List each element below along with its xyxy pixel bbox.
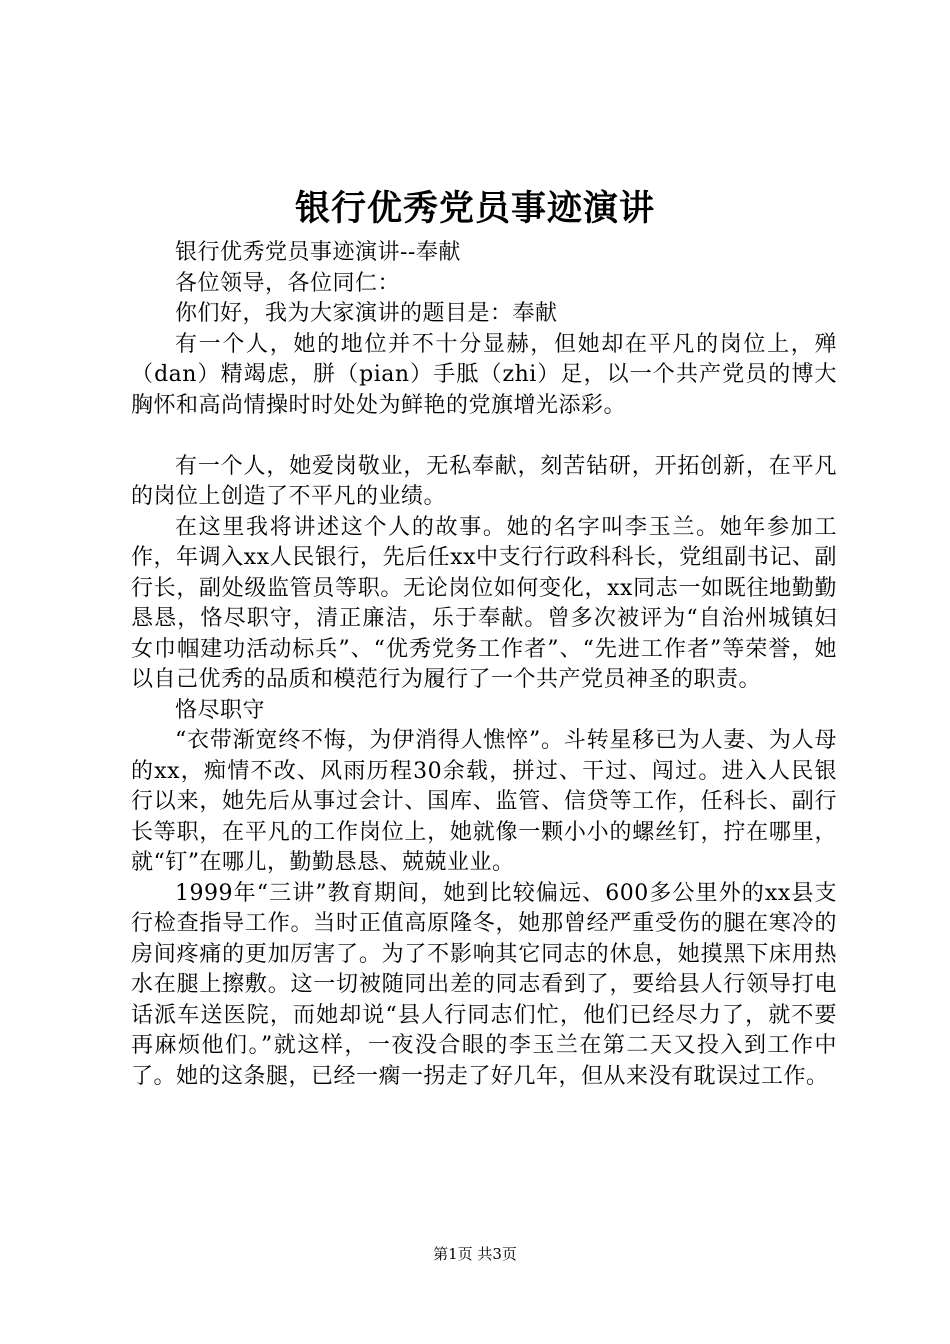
section-heading: 恪尽职守 [175, 697, 266, 723]
page-footer: 第1页 共3页 [433, 1245, 517, 1263]
paragraph-greeting: 你们好，我为大家演讲的题目是：奉献 [175, 301, 558, 326]
paragraph-subtitle: 银行优秀党员事迹演讲--奉献 [175, 240, 461, 265]
paragraph-1999: 1999年“三讲”教育期间，她到比较偏远、600多公里外的xx县支行检查指导工作。当时正值高原隆冬，她那曾经严重受伤的腿在寒冷的房间疼痛的更加厉害了。为了不影响其它同志的休息，她摸黑下床用热水在腿上擦敷。这一切被随同出差的同志看到了，要给县人行领导打电话派车送医院，而她却说“县人行同志们忙，他们已经尽力了，就不要再麻烦他们。”就这样，一夜没合眼的李玉兰在第二天又投入到工作中了。她的这条腿，已经一瘸一拐走了好几年，但从来没有耽误过工作。 [131, 880, 837, 1089]
paragraph-story: 在这里我将讲述这个人的故事。她的名字叫李玉兰。她年参加工作，年调入xx人民银行，先后任xx中支行行政科科长，党组副书记、副行长，副处级监管员等职。无论岗位如何变化，xx同志一如既往地勤勤恳恳，恪尽职守，清正廉洁，乐于奉献。曾多次被评为“自治州城镇妇女巾帼建功活动标兵”、“优秀党务工作者”、“先进工作者”等荣誉，她以自己优秀的品质和模范行为履行了一个共产党员神圣的职责。 [131, 514, 837, 692]
paragraph-dedication: “衣带渐宽终不悔，为伊消得人憔悴”。斗转星移已为人妻、为人母的xx，痴情不改、风雨历程30余载，拼过、干过、闯过。进入人民银行以来，她先后从事过会计、国库、监管、信贷等工作，任科长、副行长等职，在平凡的工作岗位上，她就像一颗小小的螺丝钉，拧在哪里，就“钉”在哪儿，勤勤恳恳、兢兢业业。 [131, 728, 837, 875]
paragraph-intro-1: 有一个人，她的地位并不十分显赫，但她却在平凡的岗位上，殚（dan）精竭虑，胼（pian）手胝（zhi）足，以一个共产党员的博大胸怀和高尚情操时时处处为鲜艳的党旗增光添彩。 [131, 331, 837, 418]
paragraph-salutation: 各位领导，各位同仁： [175, 270, 401, 296]
document-title: 银行优秀党员事迹演讲 [294, 188, 655, 229]
paragraph-intro-2: 有一个人，她爱岗敬业，无私奉献，刻苦钻研，开拓创新，在平凡的岗位上创造了不平凡的业绩。 [131, 453, 837, 509]
document-body [131, 238, 837, 1092]
